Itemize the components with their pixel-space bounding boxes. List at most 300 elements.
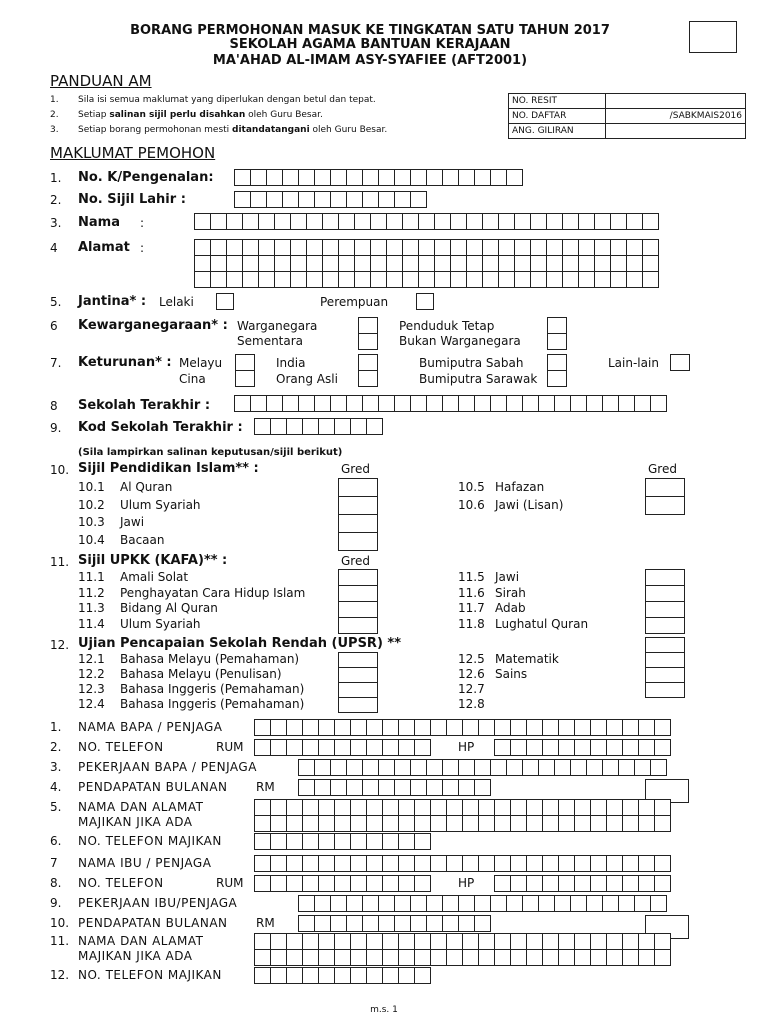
char-box[interactable] <box>590 933 607 950</box>
char-box[interactable] <box>558 739 575 756</box>
char-box[interactable] <box>290 213 307 230</box>
char-box[interactable] <box>414 933 431 950</box>
char-box[interactable] <box>574 933 591 950</box>
char-box[interactable] <box>410 191 427 208</box>
last-school-boxes[interactable] <box>234 395 666 412</box>
char-box[interactable] <box>330 395 347 412</box>
islamic-grade-box[interactable] <box>338 514 378 533</box>
char-box[interactable] <box>258 213 275 230</box>
char-box[interactable] <box>286 875 303 892</box>
char-box[interactable] <box>478 933 495 950</box>
char-box[interactable] <box>302 815 319 832</box>
char-box[interactable] <box>654 949 671 966</box>
islamic-grade-box-right[interactable] <box>645 496 685 515</box>
char-box[interactable] <box>354 213 371 230</box>
char-box[interactable] <box>574 815 591 832</box>
islamic-grade-box[interactable] <box>338 478 378 497</box>
char-box[interactable] <box>394 895 411 912</box>
char-box[interactable] <box>366 967 383 984</box>
char-box[interactable] <box>570 895 587 912</box>
mother-occupation-boxes[interactable] <box>298 895 666 912</box>
char-box[interactable] <box>606 719 623 736</box>
char-box[interactable] <box>490 169 507 186</box>
char-box[interactable] <box>254 967 271 984</box>
char-box[interactable] <box>638 719 655 736</box>
char-box[interactable] <box>414 967 431 984</box>
char-box[interactable] <box>250 169 267 186</box>
char-box[interactable] <box>382 739 399 756</box>
char-box[interactable] <box>354 255 371 272</box>
char-box[interactable] <box>542 875 559 892</box>
char-box[interactable] <box>302 799 319 816</box>
char-box[interactable] <box>574 739 591 756</box>
gender-male-checkbox[interactable] <box>216 293 234 310</box>
char-box[interactable] <box>350 719 367 736</box>
char-box[interactable] <box>338 213 355 230</box>
char-box[interactable] <box>626 271 643 288</box>
char-box[interactable] <box>574 719 591 736</box>
char-box[interactable] <box>366 833 383 850</box>
char-box[interactable] <box>498 239 515 256</box>
char-box[interactable] <box>562 271 579 288</box>
birth-cert-boxes[interactable] <box>234 191 426 208</box>
char-box[interactable] <box>242 255 259 272</box>
char-box[interactable] <box>542 815 559 832</box>
char-box[interactable] <box>482 255 499 272</box>
char-box[interactable] <box>286 418 303 435</box>
char-box[interactable] <box>334 855 351 872</box>
char-box[interactable] <box>410 895 427 912</box>
char-box[interactable] <box>334 418 351 435</box>
char-box[interactable] <box>506 895 523 912</box>
char-box[interactable] <box>590 815 607 832</box>
char-box[interactable] <box>610 239 627 256</box>
char-box[interactable] <box>634 395 651 412</box>
char-box[interactable] <box>626 239 643 256</box>
char-box[interactable] <box>270 933 287 950</box>
char-box[interactable] <box>302 949 319 966</box>
employer-address-boxes-2[interactable] <box>254 815 670 832</box>
char-box[interactable] <box>226 239 243 256</box>
char-box[interactable] <box>426 169 443 186</box>
char-box[interactable] <box>394 395 411 412</box>
office-corner-box[interactable] <box>689 21 737 53</box>
income-boxes[interactable] <box>298 915 490 932</box>
char-box[interactable] <box>402 271 419 288</box>
char-box[interactable] <box>414 799 431 816</box>
char-box[interactable] <box>622 719 639 736</box>
char-box[interactable] <box>290 271 307 288</box>
char-box[interactable] <box>250 395 267 412</box>
employer-address-boxes-2[interactable] <box>254 949 670 966</box>
char-box[interactable] <box>258 255 275 272</box>
char-box[interactable] <box>610 213 627 230</box>
char-box[interactable] <box>526 815 543 832</box>
char-box[interactable] <box>526 719 543 736</box>
char-box[interactable] <box>642 239 659 256</box>
char-box[interactable] <box>578 271 595 288</box>
char-box[interactable] <box>638 739 655 756</box>
char-box[interactable] <box>538 759 555 776</box>
office-value[interactable] <box>606 94 746 109</box>
char-box[interactable] <box>394 169 411 186</box>
char-box[interactable] <box>322 239 339 256</box>
char-box[interactable] <box>618 395 635 412</box>
char-box[interactable] <box>606 933 623 950</box>
char-box[interactable] <box>298 779 315 796</box>
upkk-grade-box[interactable] <box>338 617 378 634</box>
char-box[interactable] <box>330 915 347 932</box>
char-box[interactable] <box>542 739 559 756</box>
char-box[interactable] <box>346 169 363 186</box>
char-box[interactable] <box>394 779 411 796</box>
char-box[interactable] <box>362 191 379 208</box>
char-box[interactable] <box>542 933 559 950</box>
char-box[interactable] <box>266 395 283 412</box>
char-box[interactable] <box>542 949 559 966</box>
char-box[interactable] <box>398 949 415 966</box>
char-box[interactable] <box>334 875 351 892</box>
char-box[interactable] <box>366 815 383 832</box>
char-box[interactable] <box>482 213 499 230</box>
upsr-grade-box[interactable] <box>338 652 378 668</box>
char-box[interactable] <box>314 759 331 776</box>
char-box[interactable] <box>462 815 479 832</box>
char-box[interactable] <box>442 779 459 796</box>
char-box[interactable] <box>514 271 531 288</box>
char-box[interactable] <box>398 875 415 892</box>
char-box[interactable] <box>274 213 291 230</box>
char-box[interactable] <box>450 213 467 230</box>
char-box[interactable] <box>338 271 355 288</box>
ic-number-boxes[interactable] <box>234 169 522 186</box>
char-box[interactable] <box>434 213 451 230</box>
char-box[interactable] <box>474 759 491 776</box>
char-box[interactable] <box>450 239 467 256</box>
char-box[interactable] <box>574 799 591 816</box>
char-box[interactable] <box>318 933 335 950</box>
char-box[interactable] <box>442 395 459 412</box>
char-box[interactable] <box>654 799 671 816</box>
char-box[interactable] <box>270 719 287 736</box>
char-box[interactable] <box>622 815 639 832</box>
char-box[interactable] <box>386 213 403 230</box>
char-box[interactable] <box>378 395 395 412</box>
char-box[interactable] <box>514 255 531 272</box>
char-box[interactable] <box>590 855 607 872</box>
address-boxes-3[interactable] <box>194 271 658 288</box>
char-box[interactable] <box>286 855 303 872</box>
char-box[interactable] <box>354 239 371 256</box>
char-box[interactable] <box>410 395 427 412</box>
char-box[interactable] <box>542 719 559 736</box>
char-box[interactable] <box>494 799 511 816</box>
char-box[interactable] <box>430 719 447 736</box>
char-box[interactable] <box>242 271 259 288</box>
char-box[interactable] <box>586 395 603 412</box>
char-box[interactable] <box>590 875 607 892</box>
char-box[interactable] <box>510 855 527 872</box>
char-box[interactable] <box>318 799 335 816</box>
char-box[interactable] <box>446 719 463 736</box>
char-box[interactable] <box>490 895 507 912</box>
char-box[interactable] <box>302 967 319 984</box>
char-box[interactable] <box>478 815 495 832</box>
char-box[interactable] <box>314 395 331 412</box>
char-box[interactable] <box>442 169 459 186</box>
char-box[interactable] <box>458 759 475 776</box>
char-box[interactable] <box>610 255 627 272</box>
char-box[interactable] <box>526 875 543 892</box>
char-box[interactable] <box>346 395 363 412</box>
char-box[interactable] <box>250 191 267 208</box>
address-boxes-1[interactable] <box>194 239 658 256</box>
char-box[interactable] <box>334 967 351 984</box>
school-code-boxes[interactable] <box>254 418 382 435</box>
char-box[interactable] <box>482 271 499 288</box>
char-box[interactable] <box>478 799 495 816</box>
char-box[interactable] <box>434 255 451 272</box>
char-box[interactable] <box>510 949 527 966</box>
char-box[interactable] <box>362 395 379 412</box>
char-box[interactable] <box>578 213 595 230</box>
char-box[interactable] <box>510 799 527 816</box>
char-box[interactable] <box>558 815 575 832</box>
char-box[interactable] <box>530 239 547 256</box>
upkk-grade-box-right[interactable] <box>645 585 685 602</box>
char-box[interactable] <box>594 255 611 272</box>
char-box[interactable] <box>306 239 323 256</box>
char-box[interactable] <box>494 739 511 756</box>
char-box[interactable] <box>546 255 563 272</box>
char-box[interactable] <box>302 833 319 850</box>
char-box[interactable] <box>194 271 211 288</box>
char-box[interactable] <box>426 895 443 912</box>
upkk-grade-box[interactable] <box>338 601 378 618</box>
char-box[interactable] <box>638 933 655 950</box>
char-box[interactable] <box>334 815 351 832</box>
char-box[interactable] <box>586 895 603 912</box>
char-box[interactable] <box>370 271 387 288</box>
char-box[interactable] <box>474 895 491 912</box>
char-box[interactable] <box>558 933 575 950</box>
char-box[interactable] <box>270 799 287 816</box>
char-box[interactable] <box>382 933 399 950</box>
char-box[interactable] <box>622 739 639 756</box>
char-box[interactable] <box>418 213 435 230</box>
char-box[interactable] <box>426 395 443 412</box>
income-cents-box[interactable] <box>645 779 689 796</box>
home-phone-boxes[interactable] <box>254 739 430 756</box>
char-box[interactable] <box>334 833 351 850</box>
char-box[interactable] <box>378 759 395 776</box>
upkk-grade-box-right[interactable] <box>645 617 685 634</box>
char-box[interactable] <box>306 255 323 272</box>
char-box[interactable] <box>570 759 587 776</box>
char-box[interactable] <box>526 949 543 966</box>
char-box[interactable] <box>414 739 431 756</box>
char-box[interactable] <box>286 933 303 950</box>
char-box[interactable] <box>442 759 459 776</box>
char-box[interactable] <box>362 169 379 186</box>
char-box[interactable] <box>618 759 635 776</box>
char-box[interactable] <box>558 949 575 966</box>
char-box[interactable] <box>286 799 303 816</box>
char-box[interactable] <box>622 933 639 950</box>
char-box[interactable] <box>366 949 383 966</box>
char-box[interactable] <box>622 875 639 892</box>
char-box[interactable] <box>398 855 415 872</box>
char-box[interactable] <box>350 967 367 984</box>
char-box[interactable] <box>382 967 399 984</box>
char-box[interactable] <box>418 239 435 256</box>
char-box[interactable] <box>494 815 511 832</box>
char-box[interactable] <box>578 239 595 256</box>
char-box[interactable] <box>594 213 611 230</box>
char-box[interactable] <box>466 271 483 288</box>
char-box[interactable] <box>318 833 335 850</box>
char-box[interactable] <box>298 915 315 932</box>
char-box[interactable] <box>410 779 427 796</box>
char-box[interactable] <box>446 815 463 832</box>
char-box[interactable] <box>270 739 287 756</box>
char-box[interactable] <box>522 759 539 776</box>
char-box[interactable] <box>234 169 251 186</box>
char-box[interactable] <box>622 799 639 816</box>
employer-address-boxes-1[interactable] <box>254 933 670 950</box>
char-box[interactable] <box>274 239 291 256</box>
char-box[interactable] <box>254 719 271 736</box>
char-box[interactable] <box>286 739 303 756</box>
char-box[interactable] <box>638 815 655 832</box>
char-box[interactable] <box>370 239 387 256</box>
char-box[interactable] <box>350 418 367 435</box>
char-box[interactable] <box>362 895 379 912</box>
char-box[interactable] <box>338 255 355 272</box>
char-box[interactable] <box>306 213 323 230</box>
char-box[interactable] <box>606 855 623 872</box>
upkk-grade-box[interactable] <box>338 585 378 602</box>
char-box[interactable] <box>330 779 347 796</box>
char-box[interactable] <box>490 395 507 412</box>
upsr-grade-box-right[interactable] <box>645 637 685 653</box>
char-box[interactable] <box>414 855 431 872</box>
char-box[interactable] <box>366 855 383 872</box>
char-box[interactable] <box>226 255 243 272</box>
gender-female-checkbox[interactable] <box>416 293 434 310</box>
char-box[interactable] <box>414 949 431 966</box>
char-box[interactable] <box>574 875 591 892</box>
char-box[interactable] <box>490 759 507 776</box>
char-box[interactable] <box>638 949 655 966</box>
char-box[interactable] <box>498 255 515 272</box>
char-box[interactable] <box>430 815 447 832</box>
char-box[interactable] <box>622 949 639 966</box>
char-box[interactable] <box>254 418 271 435</box>
char-box[interactable] <box>482 239 499 256</box>
char-box[interactable] <box>510 933 527 950</box>
char-box[interactable] <box>306 271 323 288</box>
char-box[interactable] <box>382 875 399 892</box>
char-box[interactable] <box>510 739 527 756</box>
char-box[interactable] <box>590 719 607 736</box>
char-box[interactable] <box>478 719 495 736</box>
char-box[interactable] <box>194 213 211 230</box>
char-box[interactable] <box>554 759 571 776</box>
char-box[interactable] <box>510 875 527 892</box>
char-box[interactable] <box>366 739 383 756</box>
char-box[interactable] <box>494 933 511 950</box>
char-box[interactable] <box>242 239 259 256</box>
permanent-resident-checkbox[interactable] <box>547 317 567 334</box>
char-box[interactable] <box>378 915 395 932</box>
char-box[interactable] <box>562 213 579 230</box>
char-box[interactable] <box>634 895 651 912</box>
char-box[interactable] <box>366 933 383 950</box>
char-box[interactable] <box>602 895 619 912</box>
orang-asli-checkbox[interactable] <box>358 370 378 387</box>
char-box[interactable] <box>334 739 351 756</box>
char-box[interactable] <box>642 255 659 272</box>
char-box[interactable] <box>430 855 447 872</box>
char-box[interactable] <box>210 255 227 272</box>
char-box[interactable] <box>346 915 363 932</box>
char-box[interactable] <box>458 895 475 912</box>
char-box[interactable] <box>398 933 415 950</box>
upkk-grade-box-right[interactable] <box>645 569 685 586</box>
char-box[interactable] <box>314 895 331 912</box>
char-box[interactable] <box>318 739 335 756</box>
char-box[interactable] <box>290 239 307 256</box>
char-box[interactable] <box>430 799 447 816</box>
char-box[interactable] <box>654 855 671 872</box>
char-box[interactable] <box>418 255 435 272</box>
char-box[interactable] <box>638 875 655 892</box>
char-box[interactable] <box>638 799 655 816</box>
char-box[interactable] <box>398 815 415 832</box>
char-box[interactable] <box>530 271 547 288</box>
char-box[interactable] <box>466 255 483 272</box>
char-box[interactable] <box>394 191 411 208</box>
char-box[interactable] <box>210 213 227 230</box>
char-box[interactable] <box>562 255 579 272</box>
char-box[interactable] <box>606 949 623 966</box>
char-box[interactable] <box>542 799 559 816</box>
char-box[interactable] <box>434 239 451 256</box>
char-box[interactable] <box>590 799 607 816</box>
char-box[interactable] <box>574 949 591 966</box>
char-box[interactable] <box>398 719 415 736</box>
char-box[interactable] <box>350 815 367 832</box>
char-box[interactable] <box>478 855 495 872</box>
char-box[interactable] <box>458 779 475 796</box>
char-box[interactable] <box>538 895 555 912</box>
char-box[interactable] <box>654 739 671 756</box>
char-box[interactable] <box>574 855 591 872</box>
char-box[interactable] <box>290 255 307 272</box>
char-box[interactable] <box>642 271 659 288</box>
char-box[interactable] <box>302 933 319 950</box>
char-box[interactable] <box>210 271 227 288</box>
income-boxes[interactable] <box>298 779 490 796</box>
char-box[interactable] <box>414 833 431 850</box>
char-box[interactable] <box>346 191 363 208</box>
char-box[interactable] <box>642 213 659 230</box>
char-box[interactable] <box>334 933 351 950</box>
char-box[interactable] <box>410 759 427 776</box>
char-box[interactable] <box>398 833 415 850</box>
char-box[interactable] <box>430 949 447 966</box>
